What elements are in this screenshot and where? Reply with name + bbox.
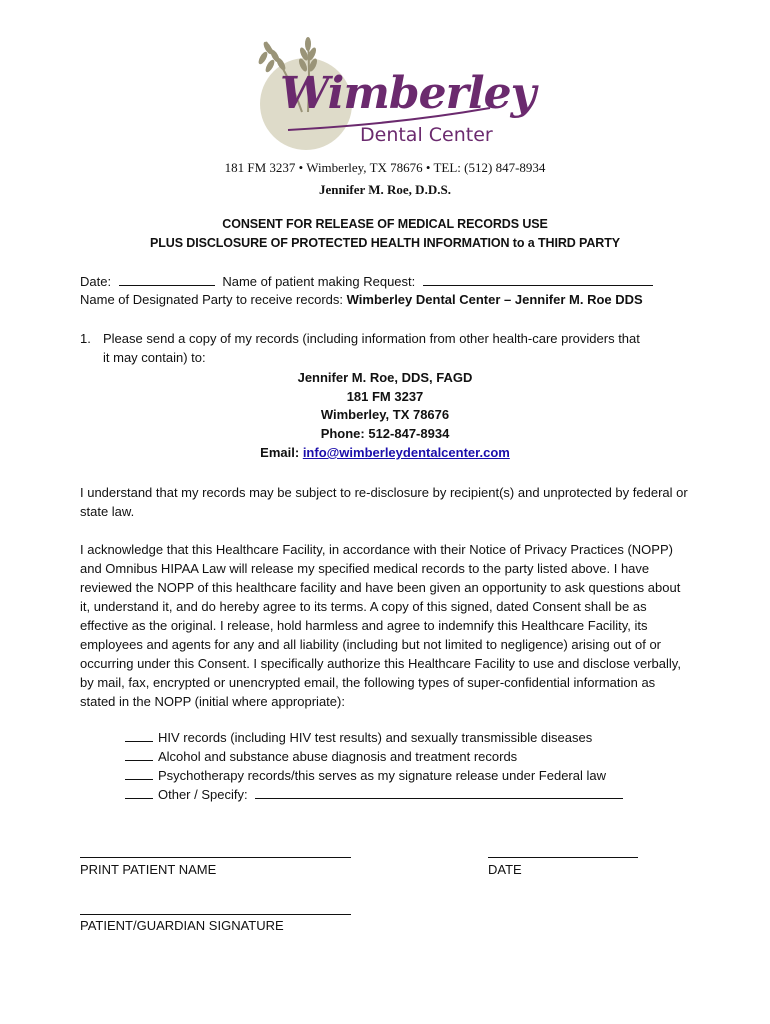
- recipient-email-row: [0, 445, 770, 460]
- option-psychotherapy-label: Psychotherapy records/this serves as my signature release under Federal law: [158, 768, 606, 783]
- recipient-street: 181 FM 3237: [346, 389, 424, 404]
- date-field[interactable]: [119, 273, 215, 286]
- recipient-city: Wimberley, TX 78676: [320, 407, 450, 422]
- initial-field-alcohol[interactable]: [125, 748, 153, 761]
- clinic-logo: [228, 12, 546, 150]
- clinic-doctor: Jennifer M. Roe, D.D.S.: [319, 182, 451, 197]
- date-sign-line[interactable]: [488, 857, 638, 858]
- option-hiv: [125, 729, 592, 745]
- option-other-label: Other / Specify:: [158, 787, 248, 802]
- designated-party-label: Name of Designated Party to receive records:: [80, 292, 344, 307]
- item1-line1: Please send a copy of my records (including information from other health-care providers that: [103, 331, 640, 346]
- designated-party-row: [80, 292, 643, 307]
- initial-field-other[interactable]: [125, 786, 153, 799]
- initial-field-hiv[interactable]: [125, 729, 153, 742]
- clinic-address: 181 FM 3237 • Wimberley, TX 78676 • TEL: (512) 847-8934: [224, 160, 546, 175]
- signature-label: PATIENT/GUARDIAN SIGNATURE: [80, 918, 284, 933]
- option-psychotherapy: [125, 767, 606, 783]
- print-name-line[interactable]: [80, 857, 351, 858]
- recipient-phone: Phone: 512-847-8934: [320, 426, 450, 441]
- option-alcohol-label: Alcohol and substance abuse diagnosis and treatment records: [158, 749, 518, 764]
- designated-party-value: Wimberley Dental Center – Jennifer M. Roe DDS: [346, 292, 643, 307]
- form-title-line2: PLUS DISCLOSURE OF PROTECTED HEALTH INFORMATION to a THIRD PARTY: [150, 236, 620, 250]
- option-alcohol: [125, 748, 517, 764]
- date-label: Date:: [80, 274, 112, 289]
- date-patient-row: [80, 273, 653, 289]
- paragraph-redisclosure: [80, 483, 690, 521]
- date-sign-label: DATE: [488, 862, 522, 877]
- item1-line2: it may contain) to:: [103, 350, 206, 365]
- paragraph-acknowledge-text: I acknowledge that this Healthcare Facility, in accordance with their Notice of Privacy Practices (NOPP) and Omnibus HIPAA Law will release my specified medical records to the party listed above. I have reviewed the NOPP of this healthcare facility and have been given an opportunity to ask questions about it, understand it, and do hereby agree to its terms. A copy of this signed, dated Consent shall be as effective as the original. I release, hold harmless and agree to indemnify this Healthcare Facility, its employees and agents for any and all liability (including but not limited to negligence) arising out of or occurring under this Consent. I specifically authorize this Healthcare Facility to use and disclose verbally, by mail, fax, encrypted or unencrypted email, the following types of super-confidential information as stated in the NOPP (initial where appropriate):: [80, 542, 681, 709]
- paragraph-acknowledge: [80, 540, 690, 711]
- logo-subtitle: Dental Center: [360, 124, 493, 146]
- option-hiv-label: HIV records (including HIV test results) and sexually transmissible diseases: [158, 730, 593, 745]
- option-other: [125, 786, 623, 802]
- form-title-line1: CONSENT FOR RELEASE OF MEDICAL RECORDS USE: [222, 217, 548, 231]
- logo-name: Wimberley: [280, 68, 536, 119]
- signature-line[interactable]: [80, 914, 351, 915]
- email-link[interactable]: info@wimberleydentalcenter.com: [302, 445, 510, 460]
- paragraph-redisclosure-text: I understand that my records may be subject to re-disclosure by recipient(s) and unprotected by federal or state law.: [80, 485, 688, 519]
- other-specify-field[interactable]: [255, 786, 623, 799]
- print-name-label: PRINT PATIENT NAME: [80, 862, 217, 877]
- item1-number: 1.: [80, 331, 91, 346]
- patient-name-field[interactable]: [423, 273, 653, 286]
- email-label: Email:: [260, 445, 300, 460]
- initial-field-psychotherapy[interactable]: [125, 767, 153, 780]
- patient-name-label: Name of patient making Request:: [222, 274, 416, 289]
- recipient-name: Jennifer M. Roe, DDS, FAGD: [297, 370, 473, 385]
